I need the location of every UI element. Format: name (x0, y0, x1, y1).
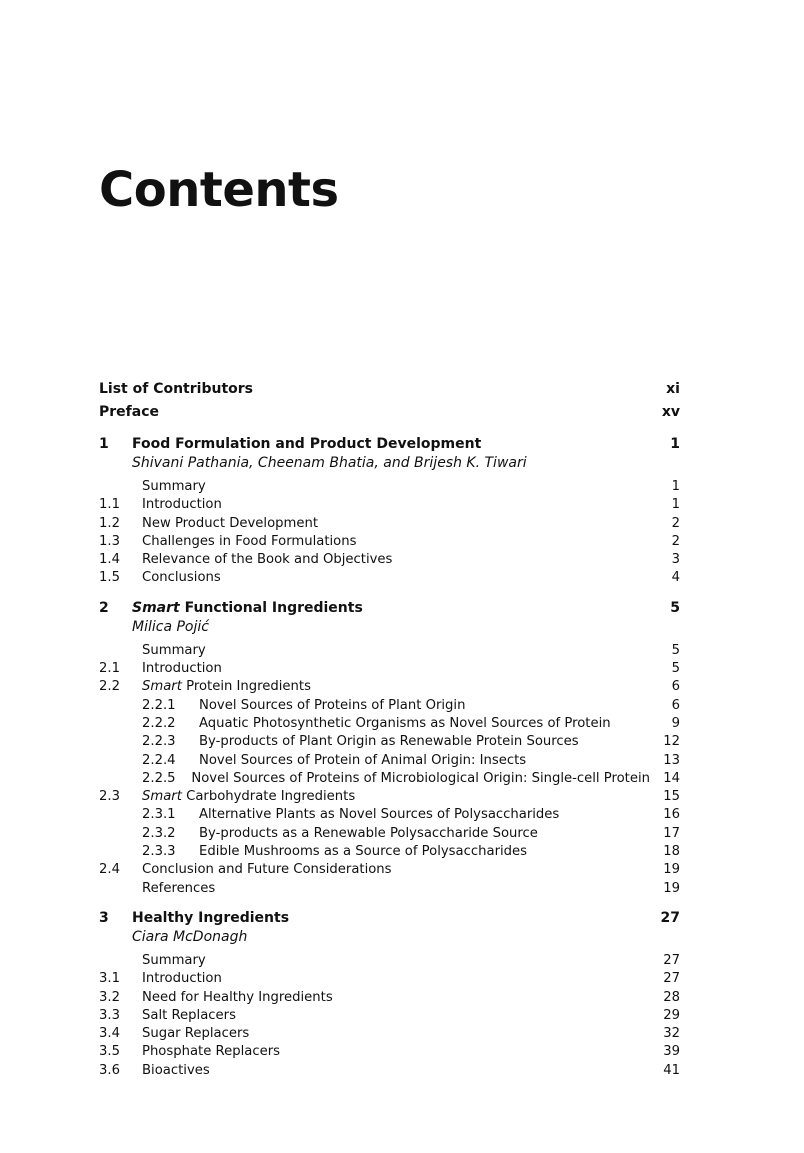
table-of-contents (99, 378, 680, 1080)
section-number: 2.3 (99, 789, 120, 805)
section-title-italic: Smart (142, 789, 182, 805)
section-number: 3.4 (99, 1026, 120, 1042)
chapter-heading[interactable] (99, 909, 680, 928)
section-page: 1 (671, 479, 680, 494)
toc-entry[interactable] (99, 533, 680, 551)
toc-entry[interactable] (99, 880, 680, 898)
toc-subentry[interactable] (99, 770, 680, 788)
section-page: 19 (663, 862, 680, 878)
section-title: Challenges in Food Formulations (142, 533, 357, 549)
section-title: Phosphate Replacers (142, 1044, 280, 1060)
toc-entry-preface[interactable] (99, 401, 680, 424)
toc-entry[interactable] (99, 952, 680, 970)
chapter-number: 2 (99, 599, 109, 616)
section-page: 1 (671, 497, 680, 513)
toc-entry[interactable] (99, 478, 680, 496)
section-number: 3.5 (99, 1044, 120, 1060)
subsection-number: 2.2.1 (142, 697, 176, 713)
toc-entry[interactable] (99, 989, 680, 1007)
subsection-number: 2.3.1 (142, 807, 176, 823)
subsection-page: 16 (663, 807, 680, 823)
section-number: 3.3 (99, 1007, 120, 1023)
subsection-page: 17 (663, 825, 680, 841)
section-page: 4 (671, 570, 680, 586)
section-title: Sugar Replacers (142, 1026, 250, 1042)
toc-entry[interactable] (99, 861, 680, 879)
section-number: 3.1 (99, 971, 120, 987)
section-title (142, 788, 650, 806)
chapter-page: 27 (660, 909, 680, 926)
chapter-page: 1 (670, 436, 680, 452)
section-title: Summary (142, 642, 206, 658)
section-number: 2.4 (99, 862, 120, 878)
toc-entry-list-of-contributors[interactable] (99, 378, 680, 401)
section-title: Conclusions (142, 570, 221, 586)
section-number: 1.3 (99, 533, 120, 549)
section-title: Introduction (142, 971, 222, 987)
section-page: 28 (663, 989, 680, 1005)
subsection-number: 2.2.5 (142, 770, 176, 786)
page-title: Contents (99, 162, 339, 218)
section-number: 1.5 (99, 570, 120, 586)
chapter-number: 1 (99, 436, 109, 452)
subsection-title: Novel Sources of Proteins of Plant Origin (199, 697, 466, 713)
chapter-heading[interactable] (99, 599, 680, 618)
chapter-page: 5 (670, 599, 680, 616)
toc-entry[interactable] (99, 1043, 680, 1061)
section-page: 29 (663, 1007, 680, 1023)
toc-entry[interactable] (99, 642, 680, 660)
toc-entry-title: List of Contributors (99, 381, 253, 397)
chapter-title: Healthy Ingredients (132, 909, 290, 926)
section-title: Bioactives (142, 1062, 210, 1078)
chapter-title (132, 599, 650, 618)
section-page: 41 (663, 1062, 680, 1078)
section-page: 2 (671, 533, 680, 549)
subsection-title: Edible Mushrooms as a Source of Polysaccharides (199, 844, 528, 860)
section-number: 3.6 (99, 1062, 120, 1078)
chapter-authors: Milica Pojić (132, 618, 209, 635)
section-page: 2 (671, 515, 680, 531)
chapter-heading[interactable] (99, 435, 680, 454)
toc-subentry[interactable] (99, 715, 680, 733)
chapter-title-text: Functional Ingredients (184, 599, 363, 616)
subsection-page: 9 (671, 715, 680, 731)
chapter-title-italic: Smart (132, 599, 180, 616)
subsection-number: 2.3.3 (142, 844, 176, 860)
toc-subentry[interactable] (99, 806, 680, 824)
toc-subentry[interactable] (99, 733, 680, 751)
chapter-authors: Shivani Pathania, Cheenam Bhatia, and Brijesh K. Tiwari (132, 455, 527, 471)
section-number: 1.2 (99, 515, 120, 531)
subsection-page: 14 (663, 770, 680, 786)
toc-subentry[interactable] (99, 825, 680, 843)
subsection-title: Novel Sources of Proteins of Microbiological Origin: Single-cell Protein (191, 770, 650, 786)
section-title: Summary (142, 479, 206, 494)
subsection-page: 6 (671, 697, 680, 713)
chapter-authors: Ciara McDonagh (132, 928, 248, 945)
toc-entry[interactable] (99, 970, 680, 988)
section-title (142, 678, 650, 696)
toc-entry-page: xv (661, 404, 680, 420)
section-page: 5 (671, 661, 680, 677)
section-title: Introduction (142, 497, 222, 513)
toc-entry-page: xi (666, 381, 680, 397)
section-title: Conclusion and Future Considerations (142, 862, 392, 878)
toc-entry[interactable] (99, 678, 680, 696)
section-number: 2.1 (99, 661, 120, 677)
toc-entry[interactable] (99, 551, 680, 569)
subsection-page: 13 (663, 752, 680, 768)
section-page: 27 (663, 971, 680, 987)
toc-entry-title: Preface (99, 404, 159, 420)
subsection-title: Novel Sources of Protein of Animal Origin: Insects (199, 752, 527, 768)
subsection-title: By-products of Plant Origin as Renewable Protein Sources (199, 734, 579, 750)
section-page: 27 (663, 952, 680, 968)
section-page: 19 (663, 880, 680, 896)
section-title-text: Protein Ingredients (186, 679, 311, 695)
toc-entry[interactable] (99, 515, 680, 533)
section-title: Relevance of the Book and Objectives (142, 552, 393, 568)
section-title-text: Carbohydrate Ingredients (186, 789, 356, 805)
section-number: 1.4 (99, 552, 120, 568)
chapter-number: 3 (99, 909, 109, 926)
toc-subentry[interactable] (99, 843, 680, 861)
toc-entry[interactable] (99, 1007, 680, 1025)
toc-subentry[interactable] (99, 752, 680, 770)
section-number: 1.1 (99, 497, 120, 513)
subsection-number: 2.2.2 (142, 715, 176, 731)
subsection-number: 2.2.4 (142, 752, 176, 768)
toc-entry[interactable] (99, 496, 680, 514)
section-number: 3.2 (99, 989, 120, 1005)
toc-entry[interactable] (99, 1062, 680, 1080)
section-page: 3 (671, 552, 680, 568)
section-page: 39 (663, 1044, 680, 1060)
toc-entry[interactable] (99, 660, 680, 678)
section-title: Summary (142, 952, 206, 968)
subsection-title: Alternative Plants as Novel Sources of Polysaccharides (199, 807, 560, 823)
section-title: Need for Healthy Ingredients (142, 989, 333, 1005)
subsection-page: 12 (663, 734, 680, 750)
toc-subentry[interactable] (99, 697, 680, 715)
subsection-number: 2.2.3 (142, 734, 176, 750)
section-title: Salt Replacers (142, 1007, 236, 1023)
section-title: Introduction (142, 661, 222, 677)
subsection-title: Aquatic Photosynthetic Organisms as Novel Sources of Protein (199, 715, 611, 731)
subsection-page: 18 (663, 844, 680, 860)
subsection-title: By-products as a Renewable Polysaccharide Source (199, 825, 538, 841)
toc-entry[interactable] (99, 1025, 680, 1043)
subsection-number: 2.3.2 (142, 825, 176, 841)
section-number: 2.2 (99, 679, 120, 695)
chapter-title: Food Formulation and Product Development (132, 436, 482, 452)
section-page: 15 (663, 789, 680, 805)
section-title-italic: Smart (142, 679, 182, 695)
section-page: 6 (671, 679, 680, 695)
section-page: 5 (671, 642, 680, 658)
section-title: New Product Development (142, 515, 318, 531)
toc-entry[interactable] (99, 788, 680, 806)
toc-entry[interactable] (99, 569, 680, 587)
section-title: References (142, 880, 216, 896)
section-page: 32 (663, 1026, 680, 1042)
